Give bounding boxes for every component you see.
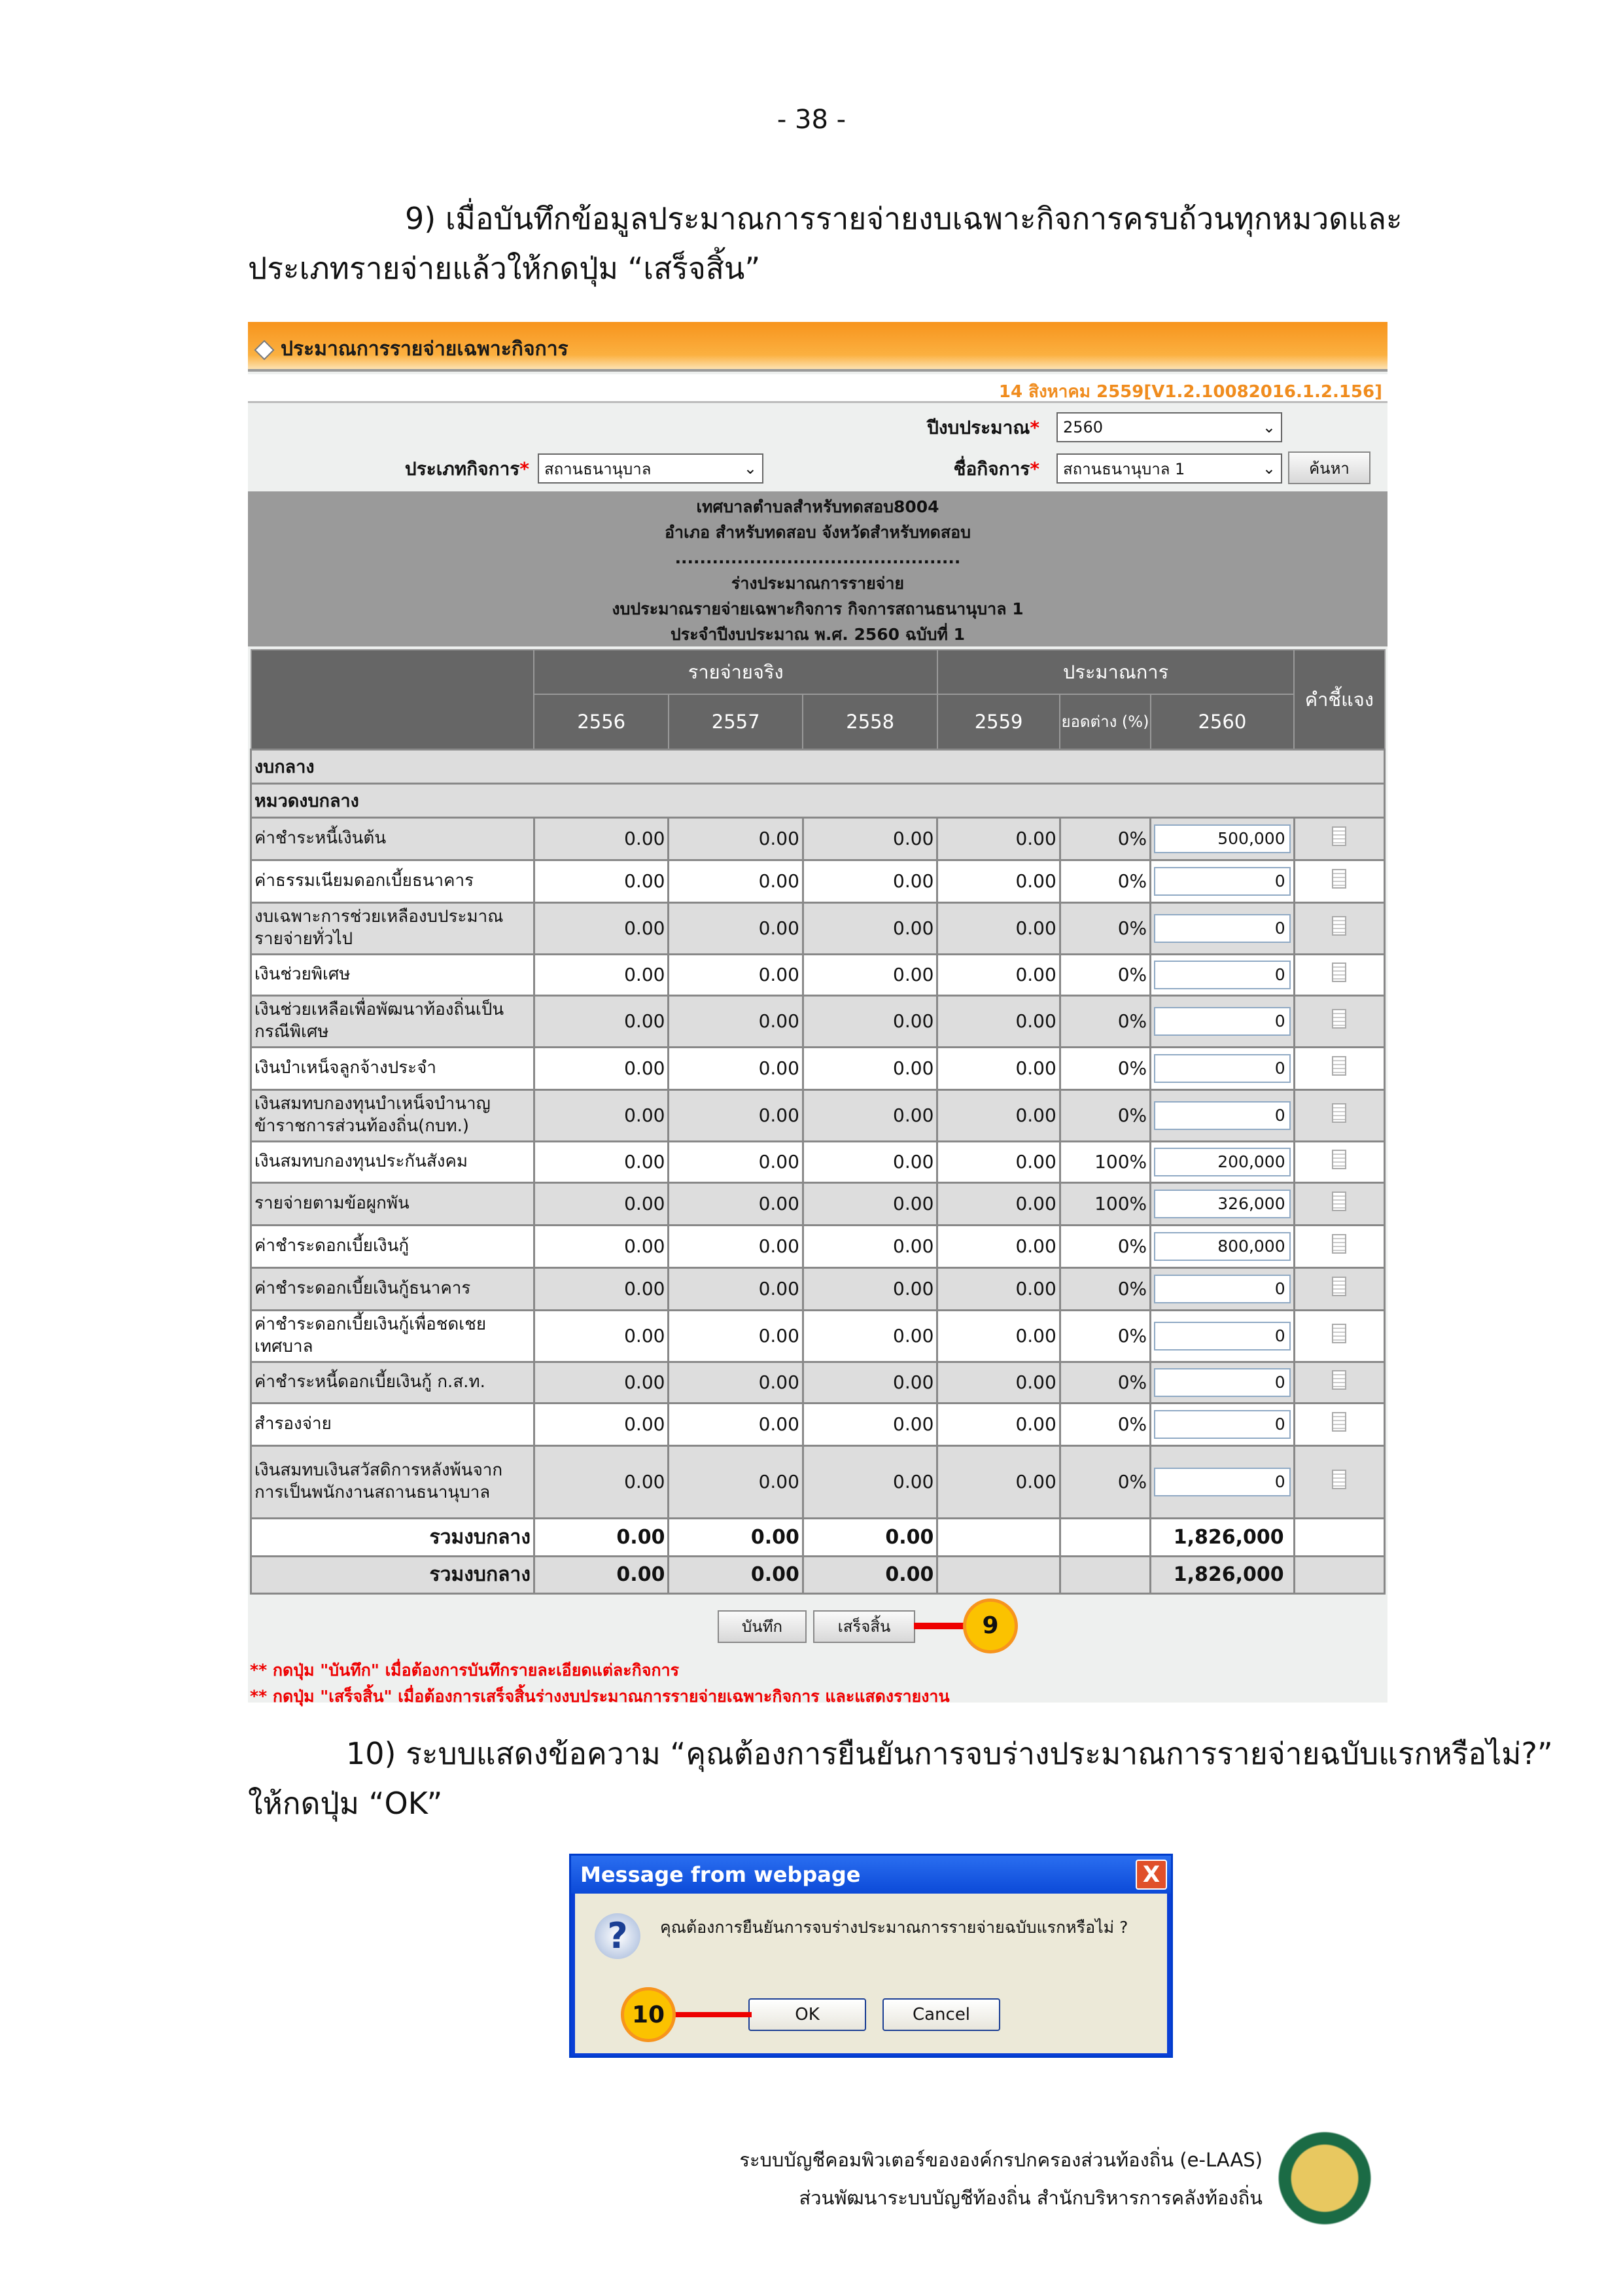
note-cell — [1294, 1141, 1384, 1182]
table-and-actions — [250, 649, 1386, 1710]
table-row — [251, 1141, 1385, 1182]
amount-2560-input[interactable]: 200,000 — [1154, 1148, 1291, 1176]
row-value-2557: 0.00 — [669, 902, 803, 954]
row-value-2559: 0.00 — [937, 1403, 1060, 1445]
row-value-2556: 0.00 — [534, 1403, 668, 1445]
table-row — [251, 902, 1385, 954]
row-value-2558: 0.00 — [803, 1403, 937, 1445]
row-diff-pct: 0% — [1060, 1310, 1150, 1362]
document-icon[interactable] — [1332, 1056, 1346, 1076]
dialog-title: Message from webpage — [580, 1862, 861, 1887]
table-row — [251, 1047, 1385, 1089]
table-row — [251, 1362, 1385, 1403]
cancel-button[interactable]: Cancel — [882, 1998, 1000, 2031]
footer-department: ส่วนพัฒนาระบบบัญชีท้องถิ่น สำนักบริหารการคลังท้องถิ่น — [799, 2187, 1263, 2209]
note-cell — [1294, 1089, 1384, 1141]
row-value-2557: 0.00 — [669, 954, 803, 995]
question-icon: ? — [595, 1913, 640, 1959]
finish-note: ** กดปุ่ม "เสร็จสิ้น" เมื่อต้องการเสร็จสิ้นร่างงบประมาณการรายจ่ายเฉพาะกิจการ และแสดงรายงาน — [250, 1686, 950, 1706]
row-value-2556: 0.00 — [534, 1225, 668, 1267]
row-value-2556: 0.00 — [534, 1182, 668, 1225]
document-icon[interactable] — [1332, 826, 1346, 846]
row-diff-pct: 0% — [1060, 902, 1150, 954]
amount-2560-input[interactable]: 500,000 — [1154, 824, 1291, 853]
row-value-2556: 0.00 — [534, 1267, 668, 1310]
row-value-2556: 0.00 — [534, 902, 668, 954]
row-value-2558: 0.00 — [803, 817, 937, 860]
fiscal-year-label: ปีงบประมาณ* — [927, 417, 1039, 438]
header-estimate: ประมาณการ — [937, 650, 1294, 694]
row-label: รายจ่ายตามข้อผูกพัน — [251, 1182, 534, 1225]
amount-2560-cell — [1151, 1403, 1295, 1445]
version-info: 14 สิงหาคม 2559[V1.2.10082016.1.2.156] — [248, 374, 1387, 403]
header-note: คำชี้แจง — [1294, 650, 1384, 749]
amount-2560-input[interactable]: 0 — [1154, 1468, 1291, 1496]
row-label: เงินช่วยเหลือเพื่อพัฒนาท้องถิ่นเป็นกรณีพิเศษ — [251, 995, 534, 1047]
save-button[interactable]: บันทึก — [718, 1610, 807, 1643]
amount-2560-input[interactable]: 0 — [1154, 867, 1291, 896]
page-number: - 38 - — [777, 105, 846, 135]
row-diff-pct: 0% — [1060, 1445, 1150, 1518]
table-row — [251, 817, 1385, 860]
dialog-message: คุณต้องการยืนยันการจบร่างประมาณการรายจ่ายฉบับแรกหรือไม่ ? — [660, 1918, 1128, 1937]
row-value-2559: 0.00 — [937, 1267, 1060, 1310]
total-value: 0.00 — [534, 1556, 668, 1593]
finish-button[interactable]: เสร็จสิ้น — [813, 1610, 915, 1643]
row-value-2559: 0.00 — [937, 1089, 1060, 1141]
row-value-2556: 0.00 — [534, 1362, 668, 1403]
amount-2560-cell — [1151, 1182, 1295, 1225]
header-blank — [251, 650, 534, 749]
amount-2560-cell — [1151, 1225, 1295, 1267]
header-2560: 2560 — [1151, 694, 1295, 749]
row-value-2558: 0.00 — [803, 1267, 937, 1310]
callout-step-10: 10 — [621, 1987, 676, 2042]
row-diff-pct: 0% — [1060, 1047, 1150, 1089]
row-value-2558: 0.00 — [803, 1089, 937, 1141]
action-row — [250, 1595, 1386, 1657]
chevron-down-icon: ⌄ — [1262, 418, 1276, 436]
step9-line2: ประเภทรายจ่ายแล้วให้กดปุ่ม “เสร็จสิ้น” — [248, 251, 761, 286]
amount-2560-input[interactable]: 0 — [1154, 961, 1291, 989]
document-icon[interactable] — [1332, 1009, 1346, 1029]
row-value-2556: 0.00 — [534, 860, 668, 902]
dotted-line: .............................................. — [674, 548, 961, 567]
amount-2560-cell — [1151, 1362, 1295, 1403]
row-value-2556: 0.00 — [534, 1089, 668, 1141]
callout-connector — [667, 2012, 752, 2017]
note-cell — [1294, 817, 1384, 860]
empty-cell — [1294, 1518, 1384, 1556]
amount-2560-cell — [1151, 902, 1295, 954]
note-cell — [1294, 1267, 1384, 1310]
row-value-2558: 0.00 — [803, 1182, 937, 1225]
row-label: ค่าชำระหนี้ดอกเบี้ยเงินกู้ ก.ส.ท. — [251, 1362, 534, 1403]
row-diff-pct: 0% — [1060, 1267, 1150, 1310]
row-value-2556: 0.00 — [534, 1047, 668, 1089]
document-icon[interactable] — [1332, 1277, 1346, 1296]
row-label: ค่าชำระหนี้เงินต้น — [251, 817, 534, 860]
amount-2560-input[interactable]: 0 — [1154, 1410, 1291, 1439]
row-value-2556: 0.00 — [534, 1141, 668, 1182]
business-type-select[interactable]: สถานธนานุบาล ⌄ — [538, 453, 763, 484]
save-note: ** กดปุ่ม "บันทึก" เมื่อต้องการบันทึกรายละเอียดแต่ละกิจการ — [250, 1660, 680, 1680]
document-icon[interactable] — [1332, 869, 1346, 889]
budget-app-screenshot — [248, 322, 1387, 1706]
row-value-2556: 0.00 — [534, 954, 668, 995]
row-value-2557: 0.00 — [669, 1089, 803, 1141]
step9-instruction — [248, 194, 1403, 293]
app-header — [248, 322, 1387, 372]
amount-2560-cell — [1151, 1089, 1295, 1141]
document-icon[interactable] — [1332, 963, 1346, 982]
app-title: ประมาณการรายจ่ายเฉพาะกิจการ — [281, 338, 568, 361]
row-label: เงินช่วยพิเศษ — [251, 954, 534, 995]
row-label: ค่าชำระดอกเบี้ยเงินกู้ธนาคาร — [251, 1267, 534, 1310]
row-value-2557: 0.00 — [669, 1141, 803, 1182]
header-diff: ยอดต่าง (%) — [1060, 694, 1150, 749]
row-diff-pct: 100% — [1060, 1141, 1150, 1182]
amount-2560-cell — [1151, 860, 1295, 902]
row-value-2556: 0.00 — [534, 1310, 668, 1362]
row-value-2559: 0.00 — [937, 1445, 1060, 1518]
amount-2560-input[interactable]: 0 — [1154, 1368, 1291, 1397]
row-value-2557: 0.00 — [669, 860, 803, 902]
row-value-2558: 0.00 — [803, 902, 937, 954]
total-label: รวมงบกลาง — [251, 1518, 534, 1556]
row-value-2559: 0.00 — [937, 1225, 1060, 1267]
row-label: เงินสมทบเงินสวัสดิการหลังพ้นจากการเป็นพนักงานสถานธนานุบาล — [251, 1445, 534, 1518]
row-value-2557: 0.00 — [669, 817, 803, 860]
note-cell — [1294, 1403, 1384, 1445]
diamond-bullet-icon — [254, 340, 274, 360]
note-cell — [1294, 1445, 1384, 1518]
row-value-2559: 0.00 — [937, 995, 1060, 1047]
note-cell — [1294, 902, 1384, 954]
table-row — [251, 1403, 1385, 1445]
chevron-down-icon: ⌄ — [1262, 459, 1276, 478]
row-label: ค่าธรรมเนียมดอกเบี้ยธนาคาร — [251, 860, 534, 902]
row-value-2559: 0.00 — [937, 860, 1060, 902]
row-label: เงินสมทบกองทุนประกันสังคม — [251, 1141, 534, 1182]
empty-cell — [937, 1518, 1060, 1556]
row-value-2556: 0.00 — [534, 1445, 668, 1518]
row-value-2557: 0.00 — [669, 1445, 803, 1518]
table-row — [251, 1267, 1385, 1310]
note-cell — [1294, 1362, 1384, 1403]
note-cell — [1294, 995, 1384, 1047]
table-row — [251, 1445, 1385, 1518]
document-icon[interactable] — [1332, 1324, 1346, 1343]
callout-connector — [914, 1623, 966, 1629]
row-diff-pct: 100% — [1060, 1182, 1150, 1225]
table-row — [251, 1182, 1385, 1225]
header-actual: รายจ่ายจริง — [534, 650, 937, 694]
row-value-2559: 0.00 — [937, 817, 1060, 860]
document-icon[interactable] — [1332, 1103, 1346, 1123]
document-icon[interactable] — [1332, 1234, 1346, 1254]
document-icon[interactable] — [1332, 916, 1346, 936]
row-label: เงินบำเหน็จลูกจ้างประจำ — [251, 1047, 534, 1089]
row-value-2557: 0.00 — [669, 1362, 803, 1403]
amount-2560-cell — [1151, 1267, 1295, 1310]
table-row — [251, 954, 1385, 995]
row-value-2556: 0.00 — [534, 995, 668, 1047]
ok-button[interactable]: OK — [748, 1998, 866, 2031]
close-button[interactable]: X — [1136, 1860, 1167, 1890]
total-amount: 1,826,000 — [1151, 1518, 1295, 1556]
header-2557: 2557 — [669, 694, 803, 749]
amount-2560-cell — [1151, 1445, 1295, 1518]
dialog-titlebar — [571, 1856, 1171, 1894]
total-value: 0.00 — [534, 1518, 668, 1556]
note-cell — [1294, 1182, 1384, 1225]
total-row — [251, 1556, 1385, 1593]
total-value: 0.00 — [803, 1518, 937, 1556]
row-value-2559: 0.00 — [937, 1047, 1060, 1089]
total-value: 0.00 — [669, 1518, 803, 1556]
document-icon[interactable] — [1332, 1192, 1346, 1211]
row-value-2559: 0.00 — [937, 902, 1060, 954]
row-diff-pct: 0% — [1060, 995, 1150, 1047]
header-2558: 2558 — [803, 694, 937, 749]
row-value-2559: 0.00 — [937, 1141, 1060, 1182]
amount-2560-input[interactable]: 0 — [1154, 1101, 1291, 1130]
row-value-2558: 0.00 — [803, 1310, 937, 1362]
row-value-2557: 0.00 — [669, 1267, 803, 1310]
row-value-2559: 0.00 — [937, 1182, 1060, 1225]
amount-2560-cell — [1151, 995, 1295, 1047]
chevron-down-icon: ⌄ — [743, 459, 757, 478]
amount-2560-input[interactable]: 0 — [1154, 1007, 1291, 1036]
budget-table — [250, 649, 1386, 1595]
row-label: เงินสมทบกองทุนบำเหน็จบำนาญข้าราชการส่วนท้องถิ่น(กบท.) — [251, 1089, 534, 1141]
footer-system-name: ระบบบัญชีคอมพิวเตอร์ขององค์กรปกครองส่วนท้องถิ่น (e-LAAS) — [739, 2149, 1263, 2171]
category-row: หมวดงบกลาง — [251, 783, 1385, 817]
section-row: งบกลาง — [251, 749, 1385, 783]
department-logo — [1273, 2127, 1376, 2230]
amount-2560-cell — [1151, 954, 1295, 995]
empty-cell — [937, 1556, 1060, 1593]
row-diff-pct: 0% — [1060, 1089, 1150, 1141]
amount-2560-input[interactable]: 0 — [1154, 1054, 1291, 1083]
row-value-2558: 0.00 — [803, 1047, 937, 1089]
row-diff-pct: 0% — [1060, 1362, 1150, 1403]
row-value-2557: 0.00 — [669, 1182, 803, 1225]
table-row — [251, 1225, 1385, 1267]
row-diff-pct: 0% — [1060, 1403, 1150, 1445]
row-label: ค่าชำระดอกเบี้ยเงินกู้ — [251, 1225, 534, 1267]
row-value-2557: 0.00 — [669, 995, 803, 1047]
business-name-select[interactable]: สถานธนานุบาล 1 ⌄ — [1056, 453, 1282, 484]
row-value-2559: 0.00 — [937, 1362, 1060, 1403]
row-value-2558: 0.00 — [803, 995, 937, 1047]
document-icon[interactable] — [1332, 1470, 1346, 1489]
search-button[interactable]: ค้นหา — [1288, 451, 1370, 484]
row-value-2557: 0.00 — [669, 1047, 803, 1089]
row-value-2558: 0.00 — [803, 860, 937, 902]
amount-2560-input[interactable]: 0 — [1154, 1275, 1291, 1303]
empty-cell — [1060, 1518, 1150, 1556]
report-scope: งบประมาณรายจ่ายเฉพาะกิจการ กิจการสถานธนานุบาล 1 — [612, 599, 1024, 618]
row-value-2557: 0.00 — [669, 1225, 803, 1267]
row-diff-pct: 0% — [1060, 817, 1150, 860]
row-label: ค่าชำระดอกเบี้ยเงินกู้เพื่อชดเชยเทศบาล — [251, 1310, 534, 1362]
step10-line2: ให้กดปุ่ม “OK” — [248, 1786, 443, 1821]
row-diff-pct: 0% — [1060, 1225, 1150, 1267]
amount-2560-cell — [1151, 817, 1295, 860]
org-location: อำเภอ สำหรับทดสอบ จังหวัดสำหรับทดสอบ — [665, 523, 971, 542]
total-amount: 1,826,000 — [1151, 1556, 1295, 1593]
amount-2560-input[interactable]: 0 — [1154, 1322, 1291, 1351]
amount-2560-cell — [1151, 1310, 1295, 1362]
row-value-2557: 0.00 — [669, 1310, 803, 1362]
amount-2560-cell — [1151, 1141, 1295, 1182]
row-diff-pct: 0% — [1060, 954, 1150, 995]
total-value: 0.00 — [669, 1556, 803, 1593]
business-name-label: ชื่อกิจการ* — [953, 458, 1039, 480]
row-value-2558: 0.00 — [803, 954, 937, 995]
confirm-dialog — [569, 1854, 1173, 2058]
amount-2560-cell — [1151, 1047, 1295, 1089]
table-row — [251, 1089, 1385, 1141]
fiscal-year-select[interactable]: 2560 ⌄ — [1056, 412, 1282, 442]
amount-2560-input[interactable]: 0 — [1154, 914, 1291, 943]
empty-cell — [1294, 1556, 1384, 1593]
row-value-2557: 0.00 — [669, 1403, 803, 1445]
document-icon[interactable] — [1332, 1370, 1346, 1390]
report-year: ประจำปีงบประมาณ พ.ศ. 2560 ฉบับที่ 1 — [670, 625, 966, 644]
row-label: งบเฉพาะการช่วยเหลืองบประมาณรายจ่ายทั่วไป — [251, 902, 534, 954]
note-cell — [1294, 1047, 1384, 1089]
document-icon[interactable] — [1332, 1150, 1346, 1169]
note-cell — [1294, 860, 1384, 902]
dialog-body — [575, 1894, 1167, 2053]
table-row — [251, 1310, 1385, 1362]
row-value-2559: 0.00 — [937, 1310, 1060, 1362]
step10-line1: 10) ระบบแสดงข้อความ “คุณต้องการยืนยันการจบร่างประมาณการรายจ่ายฉบับแรกหรือไม่?” — [346, 1736, 1553, 1771]
total-value: 0.00 — [803, 1556, 937, 1593]
row-value-2559: 0.00 — [937, 954, 1060, 995]
row-value-2558: 0.00 — [803, 1141, 937, 1182]
row-value-2558: 0.00 — [803, 1445, 937, 1518]
amount-2560-input[interactable]: 800,000 — [1154, 1232, 1291, 1261]
table-row — [251, 995, 1385, 1047]
row-value-2556: 0.00 — [534, 817, 668, 860]
org-name: เทศบาลตำบลสำหรับทดสอบ8004 — [696, 497, 939, 516]
empty-cell — [1060, 1556, 1150, 1593]
document-icon[interactable] — [1332, 1412, 1346, 1432]
amount-2560-input[interactable]: 326,000 — [1154, 1190, 1291, 1218]
total-label: รวมงบกลาง — [251, 1556, 534, 1593]
table-row — [251, 860, 1385, 902]
note-cell — [1294, 954, 1384, 995]
step9-line1: 9) เมื่อบันทึกข้อมูลประมาณการรายจ่ายงบเฉพาะกิจการครบถ้วนทุกหมวดและ — [405, 201, 1403, 236]
note-cell — [1294, 1225, 1384, 1267]
row-label: สำรองจ่าย — [251, 1403, 534, 1445]
row-value-2558: 0.00 — [803, 1225, 937, 1267]
row-value-2558: 0.00 — [803, 1362, 937, 1403]
header-2559: 2559 — [937, 694, 1060, 749]
row-diff-pct: 0% — [1060, 860, 1150, 902]
business-type-label: ประเภทกิจการ* — [404, 458, 529, 480]
step10-instruction — [248, 1729, 1553, 1828]
header-2556: 2556 — [534, 694, 668, 749]
report-heading — [248, 491, 1387, 646]
note-cell — [1294, 1310, 1384, 1362]
total-row — [251, 1518, 1385, 1556]
report-type: ร่างประมาณการรายจ่าย — [731, 574, 905, 593]
callout-step-9: 9 — [963, 1598, 1018, 1653]
